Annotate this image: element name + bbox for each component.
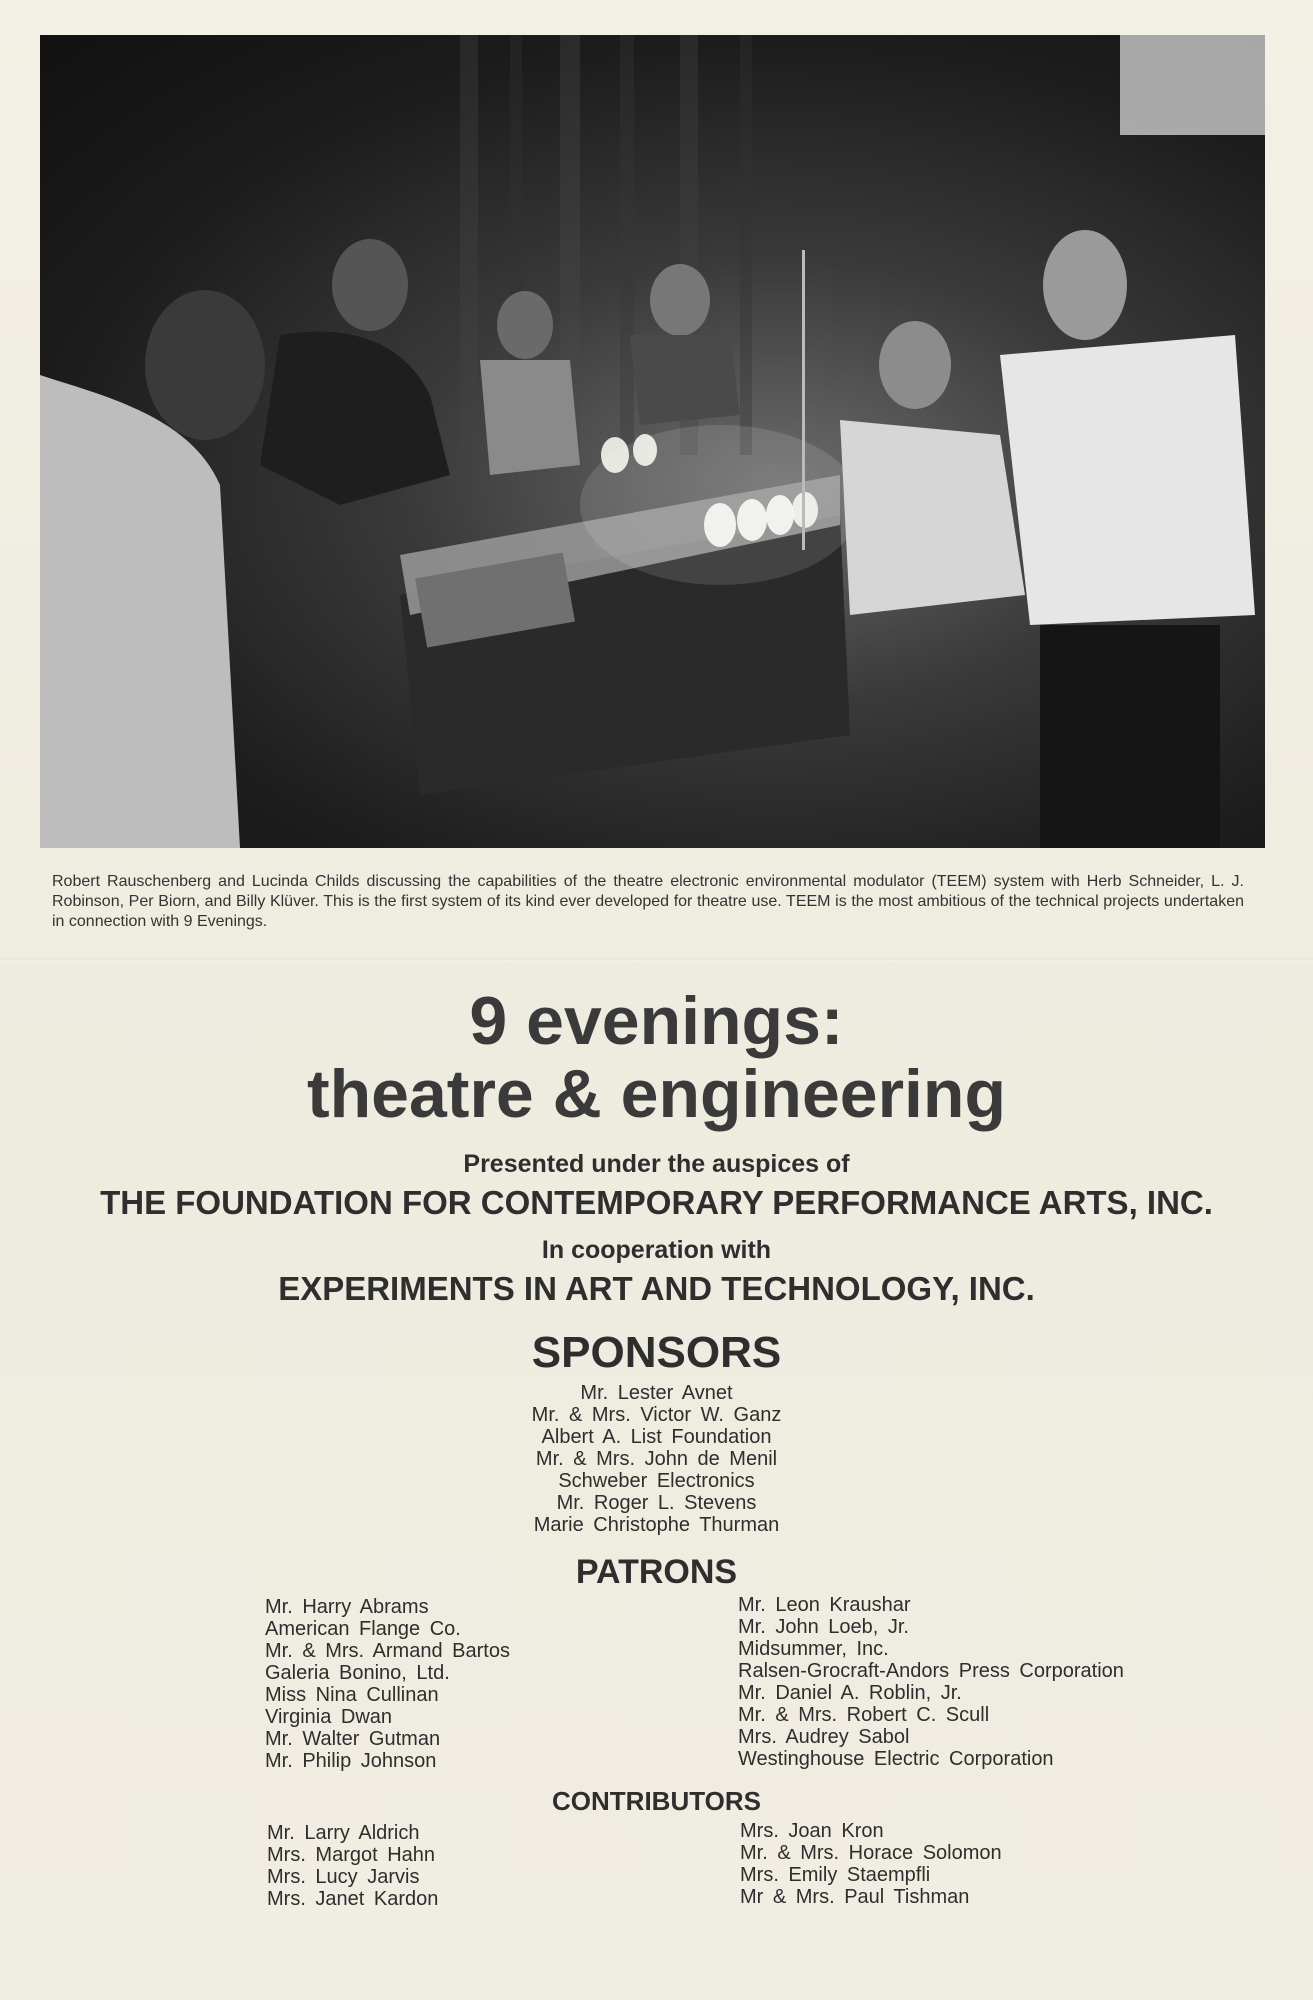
patron-name: Mr. & Mrs. Robert C. Scull	[738, 1704, 990, 1726]
sponsor-name: Marie Christophe Thurman	[533, 1514, 780, 1536]
patron-name: Ralsen-Grocraft-Andors Press Corporation	[738, 1660, 1124, 1682]
patron-name: Mr. John Loeb, Jr.	[738, 1616, 909, 1638]
patron-name: American Flange Co.	[265, 1618, 461, 1640]
contributor-name: Mrs. Margot Hahn	[267, 1844, 436, 1866]
patron-name: Virginia Dwan	[265, 1706, 393, 1728]
foundation-name: THE FOUNDATION FOR CONTEMPORARY PERFORMANCE ARTS, INC.	[100, 1184, 1213, 1221]
patron-name: Mrs. Audrey Sabol	[738, 1726, 910, 1748]
patron-name: Mr. Leon Kraushar	[738, 1594, 911, 1616]
patrons-left-column	[265, 1596, 510, 1772]
sponsor-name: Albert A. List Foundation	[541, 1426, 772, 1448]
patron-name: Mr. Harry Abrams	[265, 1596, 429, 1618]
title-line-1: 9 evenings:	[469, 983, 844, 1059]
contributor-name: Mr. Larry Aldrich	[267, 1822, 420, 1844]
patron-name: Westinghouse Electric Corporation	[738, 1748, 1054, 1770]
cooperation-intro: In cooperation with	[541, 1236, 772, 1264]
contributor-name: Mrs. Janet Kardon	[267, 1888, 439, 1910]
contributors-right-column	[740, 1820, 1002, 1908]
sponsors-heading: SPONSORS	[531, 1328, 782, 1377]
contributor-name: Mr. & Mrs. Horace Solomon	[740, 1842, 1002, 1864]
contributor-name: Mrs. Lucy Jarvis	[267, 1866, 420, 1888]
patron-name: Mr. & Mrs. Armand Bartos	[265, 1640, 510, 1662]
patron-name: Mr. Daniel A. Roblin, Jr.	[738, 1682, 962, 1704]
cooperating-organization: EXPERIMENTS IN ART AND TECHNOLOGY, INC.	[278, 1270, 1035, 1307]
title-line-2: theatre & engineering	[306, 1056, 1007, 1132]
sponsor-name: Schweber Electronics	[558, 1470, 755, 1492]
auspices-intro: Presented under the auspices of	[463, 1150, 850, 1178]
contributor-name: Mrs. Joan Kron	[740, 1820, 884, 1842]
patron-name: Mr. Walter Gutman	[265, 1728, 441, 1750]
sponsor-name: Mr. & Mrs. Victor W. Ganz	[531, 1404, 782, 1426]
sponsor-name: Mr. & Mrs. John de Menil	[535, 1448, 778, 1470]
patron-name: Midsummer, Inc.	[738, 1638, 889, 1660]
patrons-heading: PATRONS	[575, 1553, 738, 1591]
patrons-right-column	[738, 1594, 1124, 1770]
contributor-name: Mr & Mrs. Paul Tishman	[740, 1886, 970, 1908]
contributors-left-column	[267, 1822, 438, 1910]
event-photograph	[40, 35, 1265, 848]
photo-caption: Robert Rauschenberg and Lucinda Childs discussing the capabilities of the theatre electronic environmental modulator (TEEM) system with Herb Schneider, L. J. Robinson, Per Biorn, and Billy Klüver. This is the first system of its kind ever developed for theatre use. TEEM is the most ambitious of the technical projects undertaken in connection with 9 Evenings.	[52, 873, 1244, 930]
contributor-name: Mrs. Emily Staempfli	[740, 1864, 931, 1886]
patron-name: Mr. Philip Johnson	[265, 1750, 437, 1772]
sponsor-name: Mr. Lester Avnet	[580, 1382, 733, 1404]
patron-name: Miss Nina Cullinan	[265, 1684, 439, 1706]
patron-name: Galeria Bonino, Ltd.	[265, 1662, 450, 1684]
contributors-heading: CONTRIBUTORS	[552, 1786, 761, 1816]
page-fold	[0, 958, 1313, 961]
photo-illustration	[40, 35, 1265, 848]
sponsor-name: Mr. Roger L. Stevens	[556, 1492, 757, 1514]
sponsors-list	[0, 1382, 1313, 1536]
